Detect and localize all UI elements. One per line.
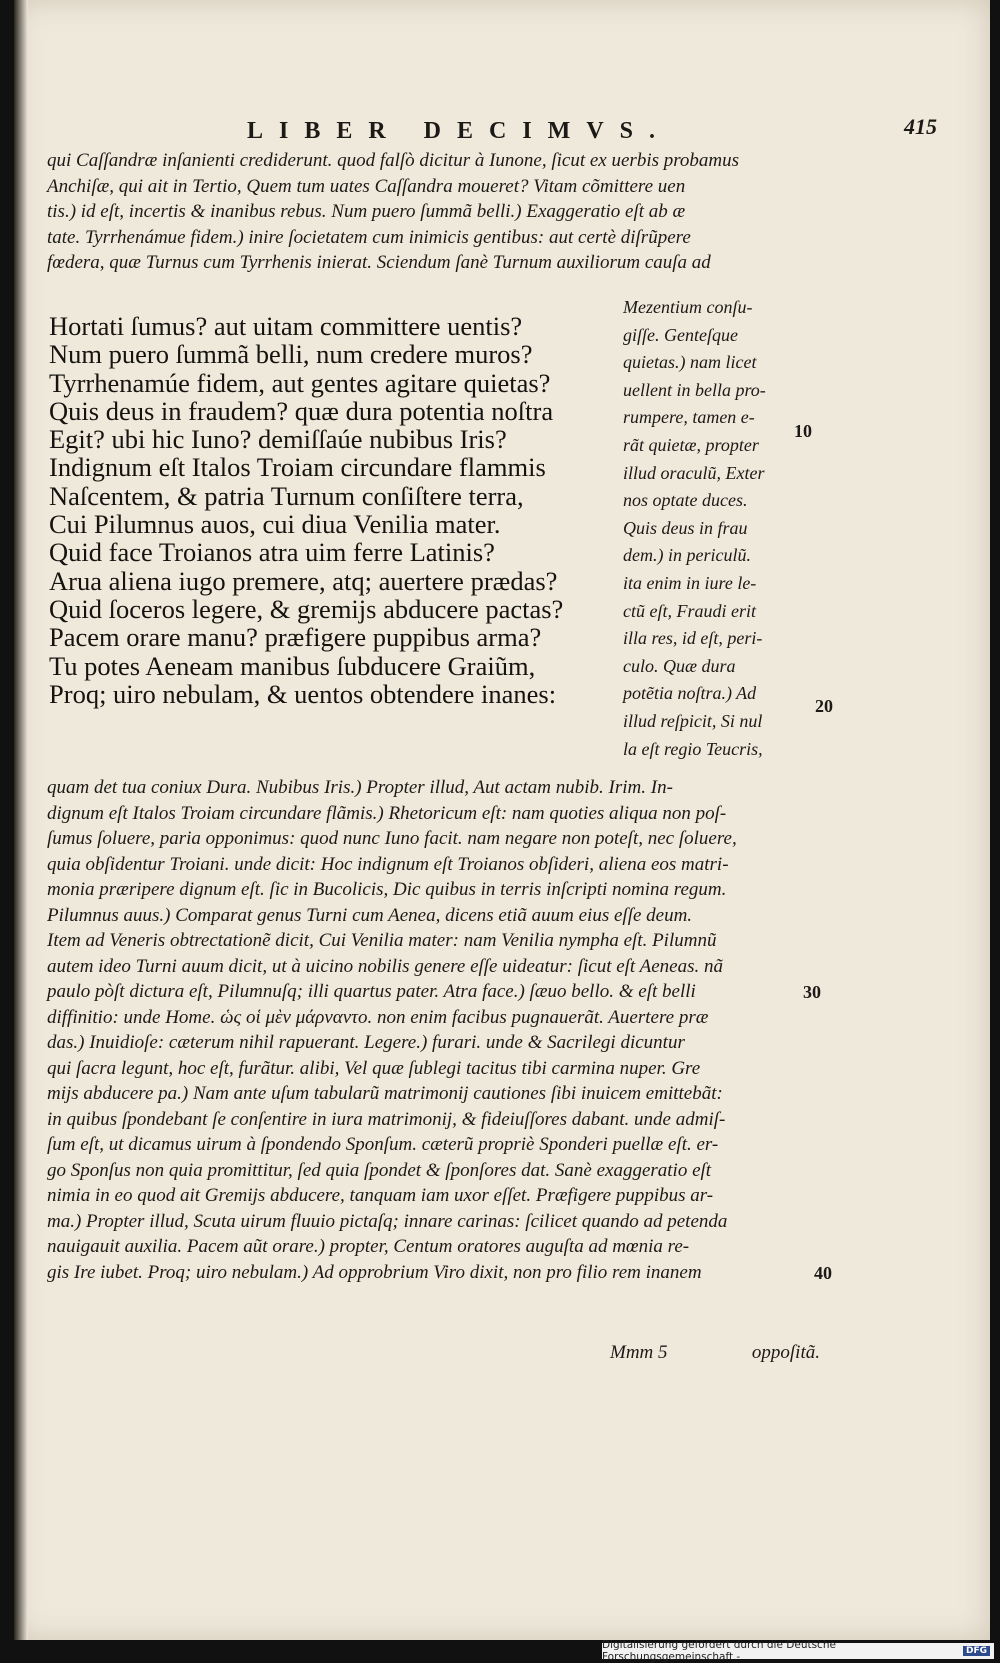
commentary-line: diffinitio: unde Home. ὡς οἱ μὲν μάρναντο. non enim facibus pugnauerãt. Auertere præ bbox=[47, 1006, 709, 1028]
side-note-line: ctũ eſt, Fraudi erit bbox=[623, 600, 756, 621]
commentary-line: Pilumnus auus.) Comparat genus Turni cum Aenea, dicens etiã auum eius eſſe deum. bbox=[47, 904, 693, 926]
side-note-line: quietas.) nam licet bbox=[623, 352, 757, 373]
catchword: oppoſitã. bbox=[751, 1342, 820, 1363]
commentary-line: das.) Inuidioſe: cæterum nihil rapuerant. Legere.) furari. unde & Sacrilegi dicuntur bbox=[47, 1032, 685, 1053]
commentary-line: nimia in eo quod ait Gremijs abducere, tanquam iam uxor eſſet. Præfigere puppibus ar- bbox=[47, 1185, 714, 1206]
verse-block bbox=[49, 312, 604, 708]
verse-line: Quid face Troianos atra uim ferre Latinis? bbox=[49, 537, 495, 568]
book-page bbox=[14, 0, 990, 1640]
commentary-line: gis Ire iubet. Proq; uiro nebulam.) Ad opprobrium Viro dixit, non pro filio rem inanem bbox=[47, 1261, 702, 1283]
commentary-line: autem ideo Turni auum dicit, ut à uicino nobilis genere eſſe uideatur: ſicut eſt Aeneas. nã bbox=[47, 955, 723, 977]
side-note-line: potẽtia noſtra.) Ad bbox=[623, 683, 757, 704]
commentary-line: qui ſacra legunt, hoc eſt, furãtur. alibi, Vel quæ ſublegi tacitus tibi carmina nuper. Gre bbox=[47, 1057, 701, 1079]
verse-line: Proq; uiro nebulam, & uentos obtendere inanes: bbox=[49, 678, 557, 709]
line-number: 30 bbox=[803, 982, 821, 1002]
verse-line: Egit? ubi hic Iuno? demiſſaúe nubibus Iris? bbox=[49, 424, 507, 455]
funding-footer bbox=[602, 1639, 994, 1663]
catchword-line bbox=[610, 1342, 820, 1364]
commentary-line: ſum eſt, ut dicamus uirum à ſpondendo Sponſum. cæterũ propriè Sponderi puellæ eſt. er- bbox=[47, 1134, 719, 1155]
side-note-line: giſſe. Genteſque bbox=[623, 324, 738, 345]
side-note-line: la eſt regio Teucris, bbox=[623, 738, 763, 759]
running-title: LIBER DECIMVS. bbox=[246, 118, 672, 144]
commentary-line: nauigauit auxilia. Pacem aũt orare.) propter, Centum oratores auguſta ad mœnia re- bbox=[47, 1236, 690, 1257]
commentary-line: Item ad Veneris obtrectationẽ dicit, Cui Venilia mater: nam Venilia nympha eſt. Pilumnũ bbox=[47, 930, 717, 951]
commentary-line: fœdera, quæ Turnus cum Tyrrhenis inierat. Sciendum ſanè Turnum auxiliorum cauſa ad bbox=[47, 252, 711, 273]
commentary-line: in quibus ſpondebant ſe conſentire in iura matrimonij, & fideiuſſores dabant. unde admiſ- bbox=[47, 1108, 726, 1130]
verse-line: Tyrrhenamúe fidem, aut gentes agitare quietas? bbox=[49, 367, 551, 398]
side-note-line: illud reſpicit, Si nul bbox=[623, 710, 763, 731]
side-note-line: ita enim in iure le- bbox=[623, 572, 757, 593]
side-note-line: Mezentium conſu- bbox=[623, 297, 753, 317]
side-note-line: dem.) in periculũ. bbox=[623, 545, 751, 566]
commentary-line: paulo pòſt dictura eſt, Pilumnuſq; illi quartus pater. Atra face.) ſæuo bello. & eſt belli bbox=[47, 981, 696, 1002]
verse-line: Tu potes Aeneam manibus ſubducere Graiũm, bbox=[49, 650, 536, 681]
commentary-line: qui Caſſandræ inſanienti crediderunt. quod falſò dicitur à Iunone, ſicut ex uerbis probamus bbox=[47, 150, 740, 171]
commentary-line: tate. Tyrrhenámue fidem.) inire ſocietatem cum inimicis gentibus: aut certè diſrũpere bbox=[47, 226, 691, 248]
commentary-line: monia præripere dignum eſt. ſic in Bucolicis, Dic quibus in terris inſcripti nomina regum. bbox=[47, 879, 727, 900]
line-number: 20 bbox=[815, 696, 833, 716]
commentary-line: Anchiſæ, qui ait in Tertio, Quem tum uates Caſſandra moueret? Vitam cõmittere uen bbox=[47, 175, 686, 197]
line-number: 40 bbox=[814, 1263, 832, 1283]
commentary-line: quia obſidentur Troiani. unde dicit: Hoc indignum eſt Troianos obſideri, aliena eos matri- bbox=[47, 853, 729, 875]
commentary-line: mijs abducere pa.) Nam ante uſum tabularũ matrimonij cautiones ſibi inuicem emittebãt: bbox=[47, 1083, 723, 1104]
side-note-line: Quis deus in frau bbox=[623, 517, 748, 538]
side-note-line: rumpere, tamen e- bbox=[623, 407, 755, 428]
verse-line: Num puero ſummã belli, num credere muros? bbox=[49, 339, 533, 370]
verse-line: Indignum eſt Italos Troiam circundare flammis bbox=[49, 452, 546, 483]
verse-line: Quis deus in fraudem? quæ dura potentia noſtra bbox=[49, 395, 554, 426]
verse-line: Arua aliena iugo premere, atq; auertere prædas? bbox=[49, 565, 558, 596]
line-number: 10 bbox=[794, 421, 812, 441]
verse-line: Quid ſoceros legere, & gremijs abducere pactas? bbox=[49, 593, 564, 624]
dfg-logo: DFG bbox=[963, 1646, 990, 1656]
verse-line: Hortati ſumus? aut uitam committere uentis? bbox=[49, 311, 523, 341]
commentary-line: go Sponſus non quia promittitur, ſed quia ſpondet & ſponſores dat. Sanè exaggeratio eſt bbox=[47, 1159, 712, 1181]
commentary-top bbox=[47, 148, 827, 276]
side-note-line: rãt quietæ, propter bbox=[623, 434, 759, 455]
side-notes bbox=[623, 294, 823, 763]
commentary-line: tis.) id eſt, incertis & inanibus rebus. Num puero ſummã belli.) Exaggeratio eſt ab æ bbox=[47, 201, 686, 222]
side-note-line: culo. Quæ dura bbox=[623, 655, 736, 676]
verse-line: Pacem orare manu? præfigere puppibus arma? bbox=[49, 622, 542, 653]
side-note-line: illa res, id eſt, peri- bbox=[623, 628, 763, 649]
verse-line: Naſcentem, & patria Turnum conſiſtere terra, bbox=[49, 480, 524, 511]
folio-number: 415 bbox=[904, 114, 937, 139]
side-note-line: illud oraculũ, Exter bbox=[623, 462, 765, 483]
side-note-line: uellent in bella pro- bbox=[623, 379, 766, 400]
commentary-bottom bbox=[47, 775, 827, 1285]
commentary-line: ma.) Propter illud, Scuta uirum fluuio pictaſq; innare carinas: ſcilicet quando ad petenda bbox=[47, 1210, 728, 1232]
verse-line: Cui Pilumnus auos, cui diua Venilia mater. bbox=[49, 509, 501, 540]
side-note-line: nos optate duces. bbox=[623, 490, 748, 511]
commentary-line: dignum eſt Italos Troiam circundare flãmis.) Rhetoricum eſt: nam quoties aliqua non poſ- bbox=[47, 802, 727, 824]
commentary-line: ſumus ſoluere, paria opponimus: quod nunc Iuno facit. nam negare non poteſt, nec ſoluere, bbox=[47, 828, 737, 849]
commentary-line: quam det tua coniux Dura. Nubibus Iris.) Propter illud, Aut actam nubib. Irim. In- bbox=[47, 777, 673, 798]
signature-mark: Mmm 5 bbox=[610, 1342, 668, 1363]
footer-text: Digitalisierung gefördert durch die Deutsche Forschungsgemeinschaft - bbox=[602, 1639, 836, 1663]
